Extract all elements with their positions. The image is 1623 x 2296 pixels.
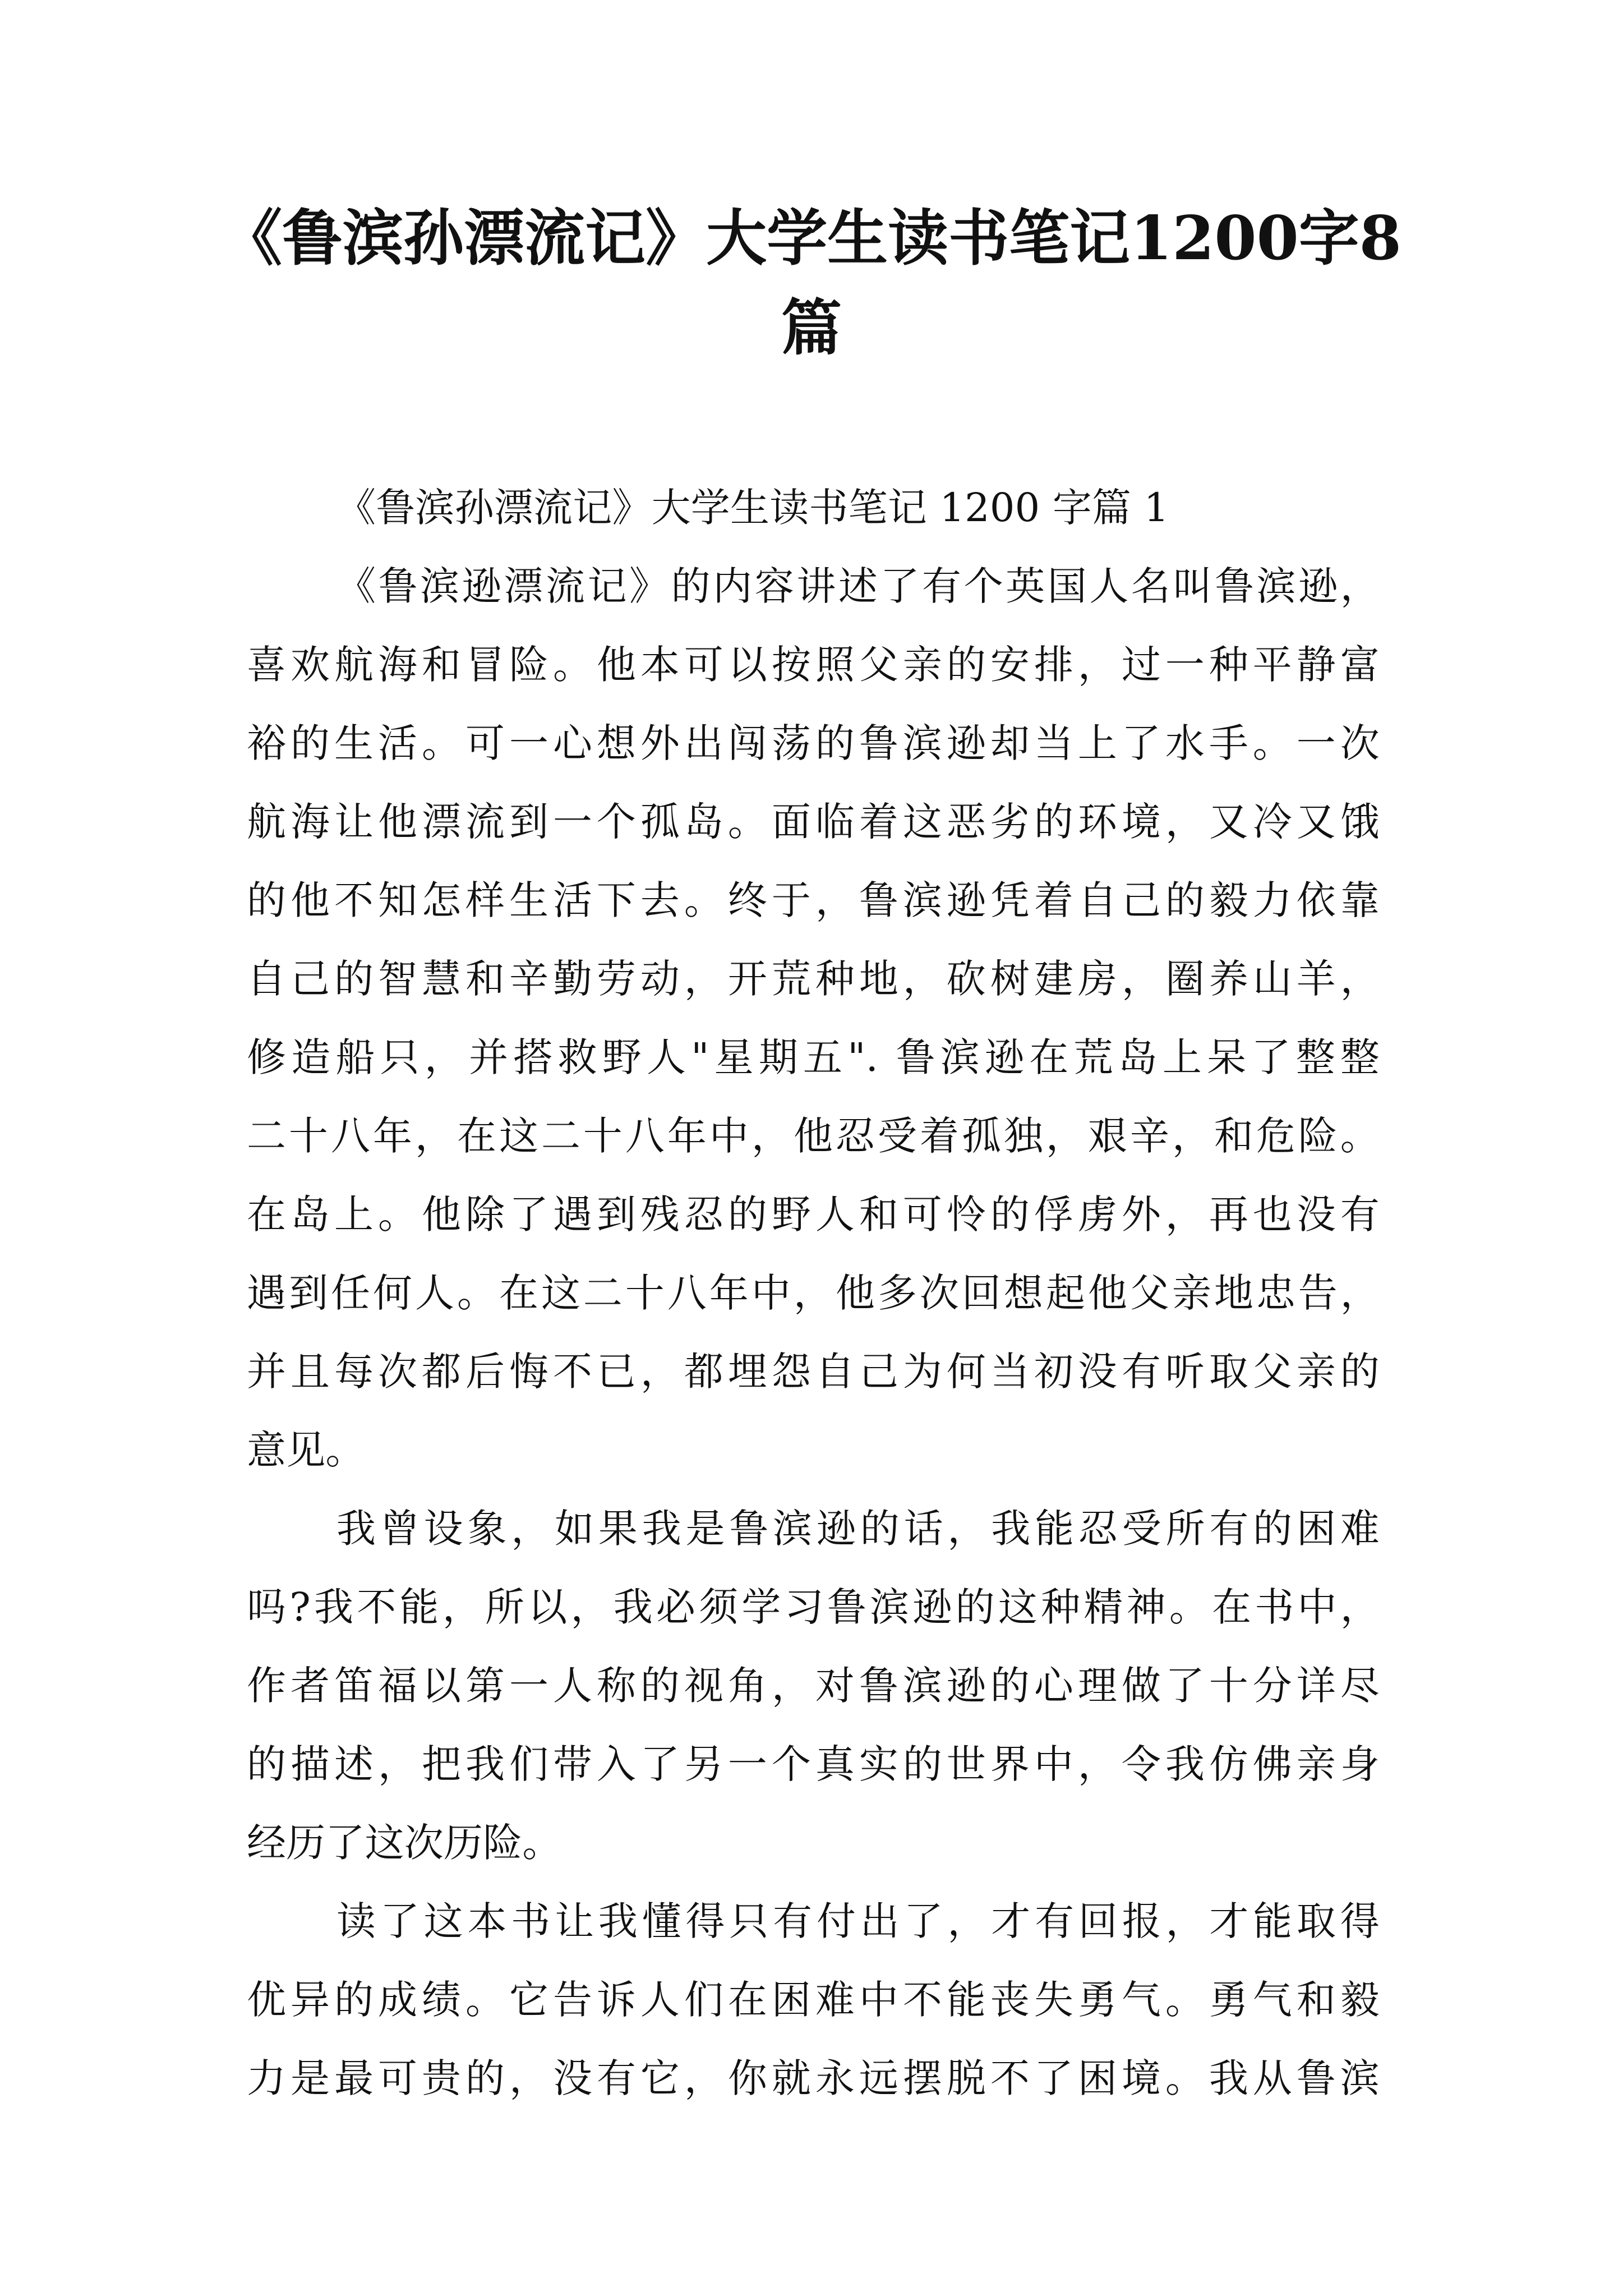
paragraph-1-line: 意见。: [247, 1427, 365, 1473]
paragraph-2-line: 的描述，把我们带入了另一个真实的世界中，令我仿佛亲身: [247, 1741, 1380, 1787]
paragraph-2-line: 我曾设象，如果我是鲁滨逊的话，我能忍受所有的困难: [336, 1506, 1380, 1552]
document-title: 《鲁滨孙漂流记》大学生读书笔记1200字8: [222, 203, 1401, 274]
paragraph-1-line: 裕的生活。可一心想外出闯荡的鲁滨逊却当上了水手。一次: [247, 720, 1380, 766]
paragraph-1-line: 在岛上。他除了遇到残忍的野人和可怜的俘虏外，再也没有: [247, 1191, 1380, 1237]
paragraph-1-line: 自己的智慧和辛勤劳动，开荒种地，砍树建房，圈养山羊，: [247, 956, 1380, 1002]
paragraph-1-line: 并且每次都后悔不已，都埋怨自己为何当初没有听取父亲的: [247, 1349, 1380, 1395]
paragraph-1-line: 喜欢航海和冒险。他本可以按照父亲的安排，过一种平静富: [247, 642, 1380, 688]
document-body: [247, 468, 1380, 2118]
paragraph-2-line: 吗?我不能，所以，我必须学习鲁滨逊的这种精神。在书中，: [247, 1584, 1380, 1630]
paragraph-1-line: 的他不知怎样生活下去。终于，鲁滨逊凭着自己的毅力依靠: [247, 877, 1380, 923]
paragraph-1-line: 《鲁滨逊漂流记》的内容讲述了有个英国人名叫鲁滨逊，: [336, 563, 1380, 609]
paragraph-3-line: 读了这本书让我懂得只有付出了，才有回报，才能取得: [336, 1898, 1380, 1944]
paragraph-1-line: 航海让他漂流到一个孤岛。面临着这恶劣的环境，又冷又饿: [247, 799, 1380, 845]
paragraph-2-line: 作者笛福以第一人称的视角，对鲁滨逊的心理做了十分详尽: [247, 1663, 1380, 1709]
paragraph-1-line: 遇到任何人。在这二十八年中，他多次回想起他父亲地忠告，: [247, 1270, 1380, 1316]
paragraph-3-line: 优异的成绩。它告诉人们在困难中不能丧失勇气。勇气和毅: [247, 1977, 1380, 2023]
section-heading: 《鲁滨孙漂流记》大学生读书笔记 1200 字篇 1: [336, 485, 1169, 531]
paragraph-1-line: 二十八年，在这二十八年中，他忍受着孤独，艰辛，和危险。: [247, 1113, 1380, 1159]
paragraph-3-line: 力是最可贵的，没有它，你就永远摆脱不了困境。我从鲁滨: [247, 2055, 1380, 2101]
paragraph-2-line: 经历了这次历险。: [247, 1820, 562, 1866]
paragraph-1-line: 修造船只，并搭救野人"星期五". 鲁滨逊在荒岛上呆了整整: [247, 1034, 1380, 1080]
document-title-continuation: 篇: [781, 293, 842, 364]
